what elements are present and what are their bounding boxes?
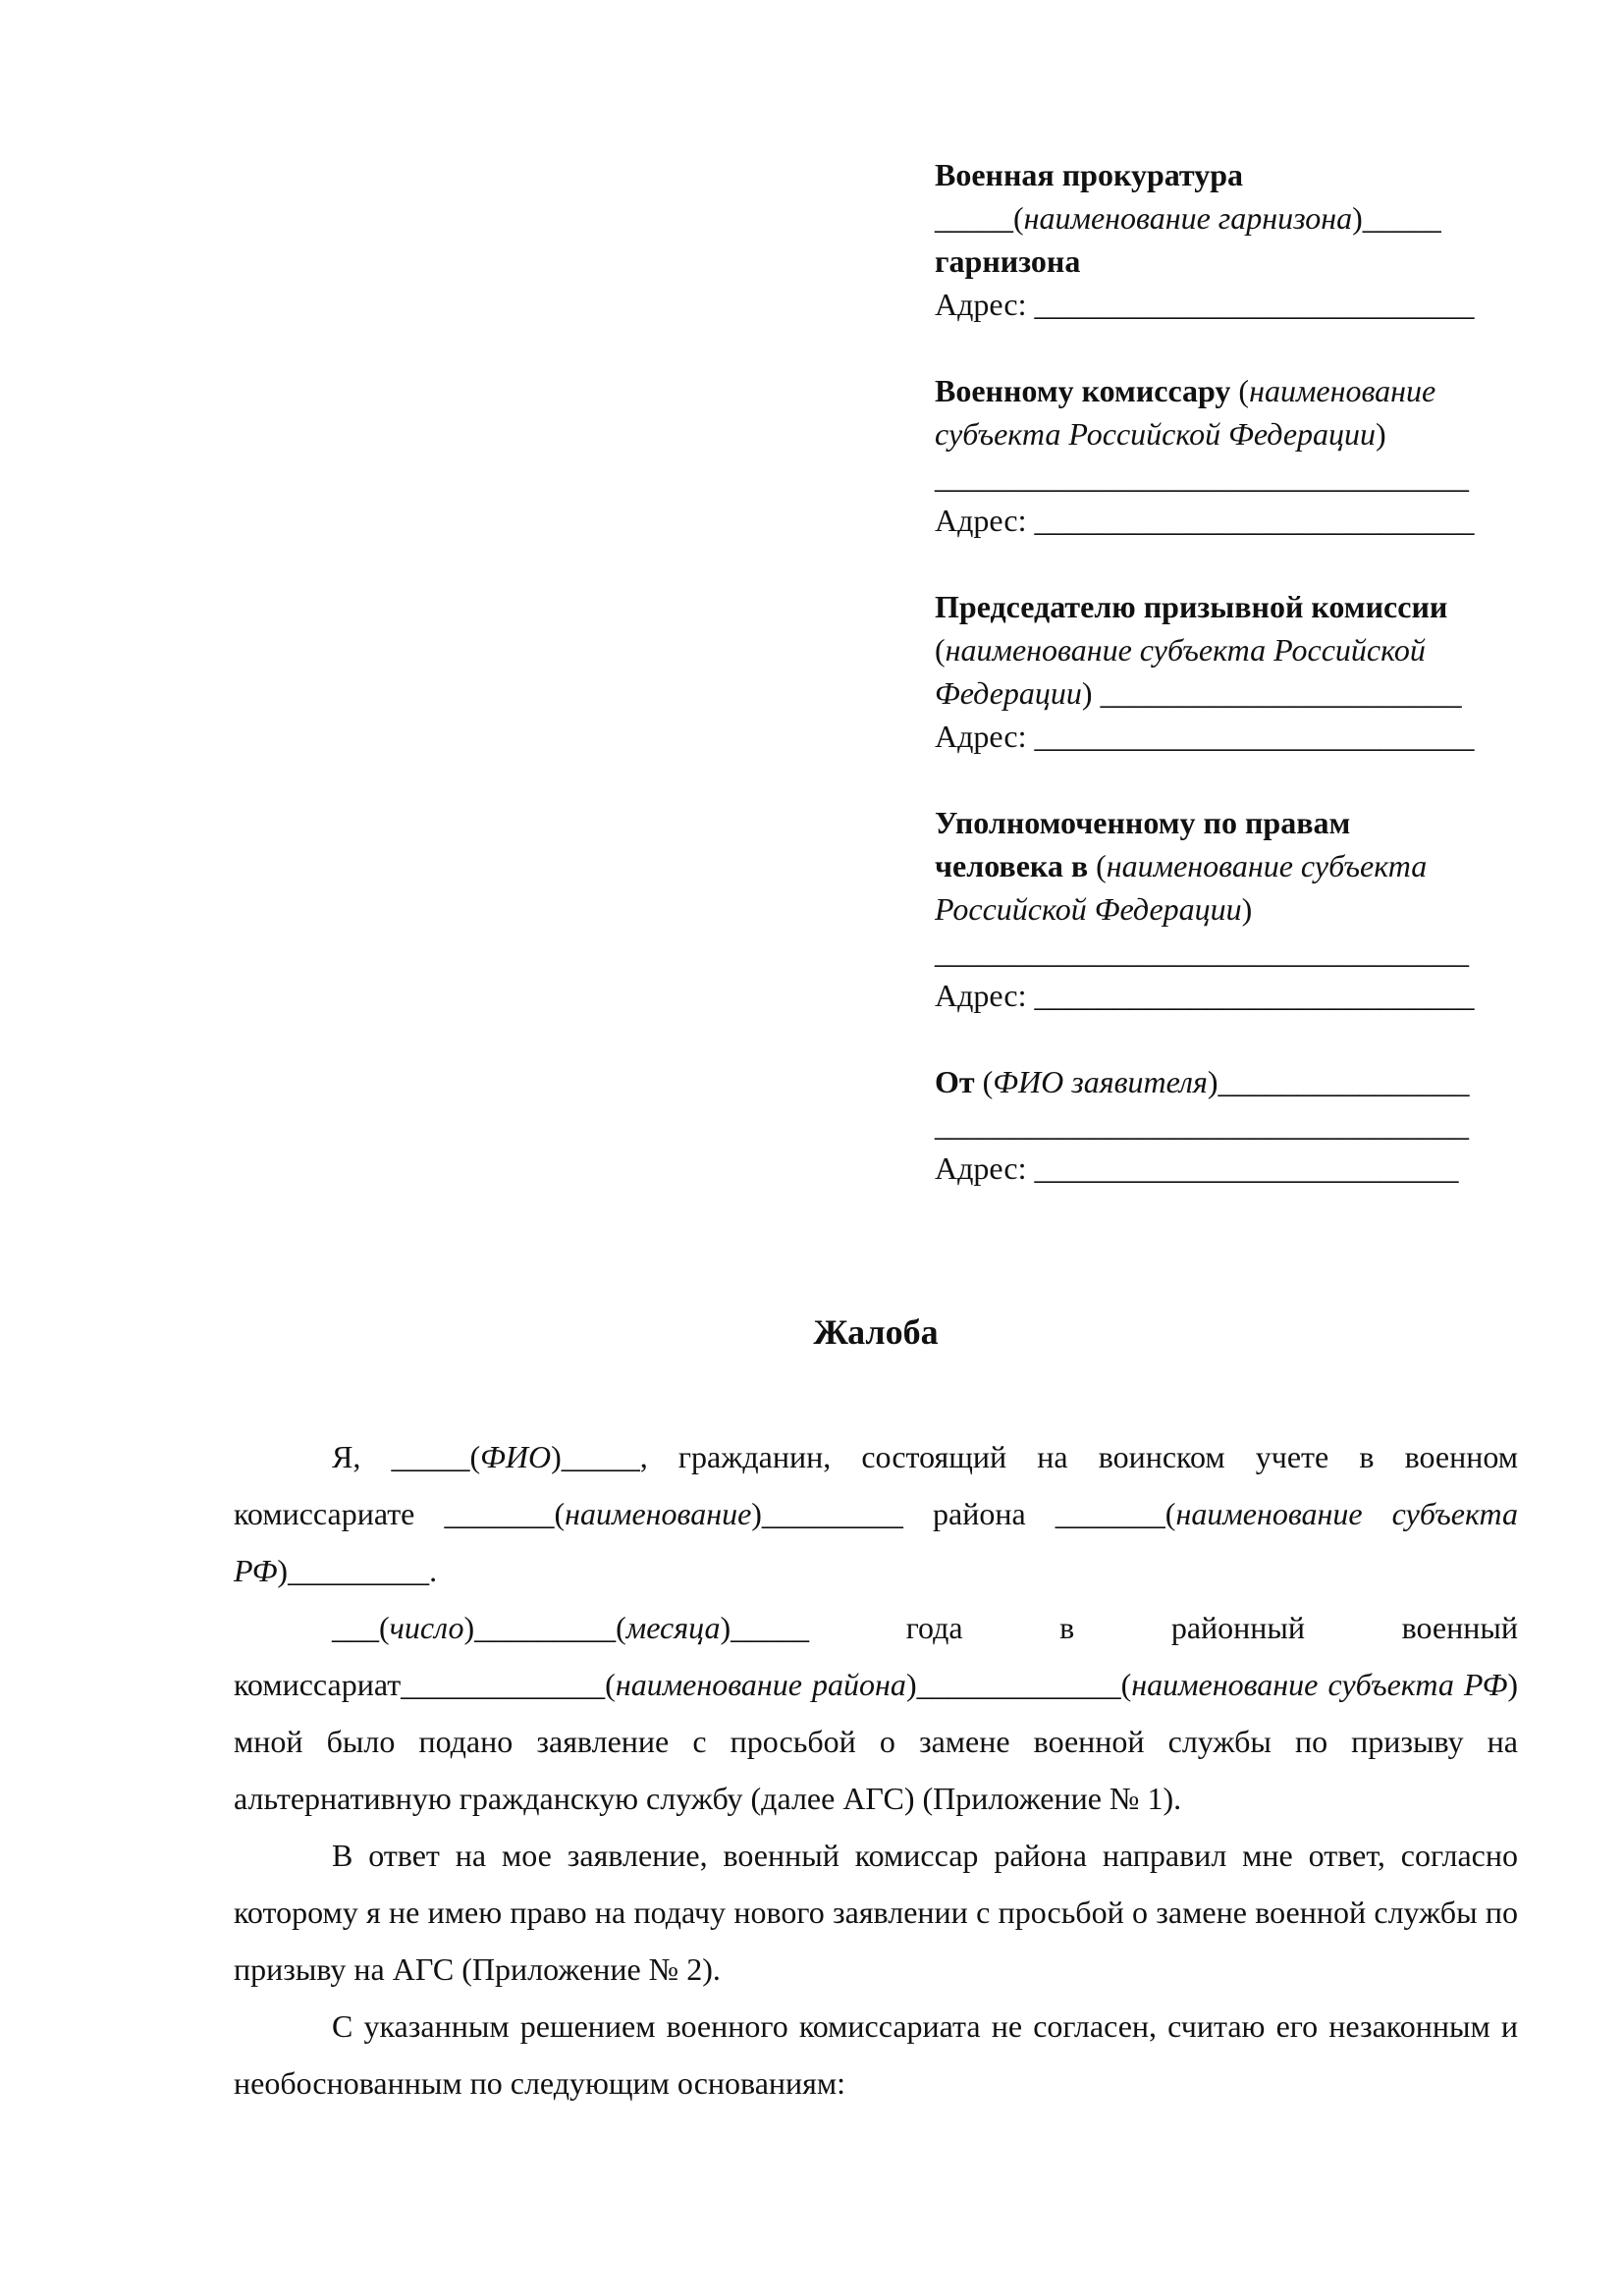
ombudsman-blank-line: __________________________________: [935, 934, 1469, 970]
prosecutor-title: Военная прокуратура: [935, 157, 1244, 192]
ombudsman-address: Адрес: ____________________________: [935, 978, 1475, 1013]
garrison-word: гарнизона: [935, 243, 1081, 279]
complaint-body: [234, 1428, 1518, 2111]
commissar-title-line: Военному комиссару (наименование: [935, 373, 1436, 408]
prosecutor-address: Адрес: ____________________________: [935, 287, 1475, 322]
commissar-blank-line: __________________________________: [935, 459, 1469, 495]
paragraph-4: С указанным решением военного комиссариата не согласен, считаю его незаконным и необоснованным по следующим основаниям:: [234, 2008, 1518, 2101]
commission-address: Адрес: ____________________________: [935, 719, 1475, 754]
sender-line: От (ФИО заявителя)________________: [935, 1064, 1470, 1099]
ombudsman-block: [935, 801, 1504, 1017]
sender-blank-line: __________________________________: [935, 1107, 1469, 1143]
commission-block: [935, 585, 1504, 758]
ombudsman-subject-line: человека в (наименование субъекта: [935, 848, 1428, 883]
garrison-name-line: _____(наименование гарнизона)_____: [935, 200, 1441, 236]
sender-block: [935, 1060, 1504, 1190]
commission-subject-line: (наименование субъекта Российской: [935, 632, 1426, 667]
commissar-address: Адрес: ____________________________: [935, 503, 1475, 538]
ombudsman-title: Уполномоченному по правам: [935, 805, 1351, 840]
commissar-subject-line: субъекта Российской Федерации): [935, 416, 1386, 452]
addressee-header: [935, 153, 1504, 1233]
paragraph-2: ___(число)_________(месяца)_____ года в районный военный комиссариат_____________(наименование района)_____________(наименование субъекта РФ) мной было подано заявление с просьбой о замене военной службы по призыву на альтернативную гражданскую службу (далее АГС) (Приложение № 1).: [234, 1610, 1519, 1816]
paragraph-3: В ответ на мое заявление, военный комиссар района направил мне ответ, согласно которому я не имею право на подачу нового заявлении с просьбой о замене военной службы по призыву на АГС (Приложение № 2).: [234, 1838, 1518, 1987]
ombudsman-federation-line: Российской Федерации): [935, 891, 1253, 927]
prosecutor-block: [935, 153, 1504, 326]
commission-title: Председателю призывной комиссии: [935, 589, 1448, 624]
document-title: Жалоба: [813, 1312, 939, 1352]
commission-federation-line: Федерации) _______________________: [935, 675, 1462, 711]
commissar-block: [935, 369, 1504, 542]
sender-address: Адрес: ___________________________: [935, 1150, 1459, 1186]
paragraph-1: Я, _____(ФИО)_____, гражданин, состоящий на воинском учете в военном комиссариате _______(наименование)_________ района _______(наименование субъекта РФ)_________.: [234, 1439, 1519, 1588]
